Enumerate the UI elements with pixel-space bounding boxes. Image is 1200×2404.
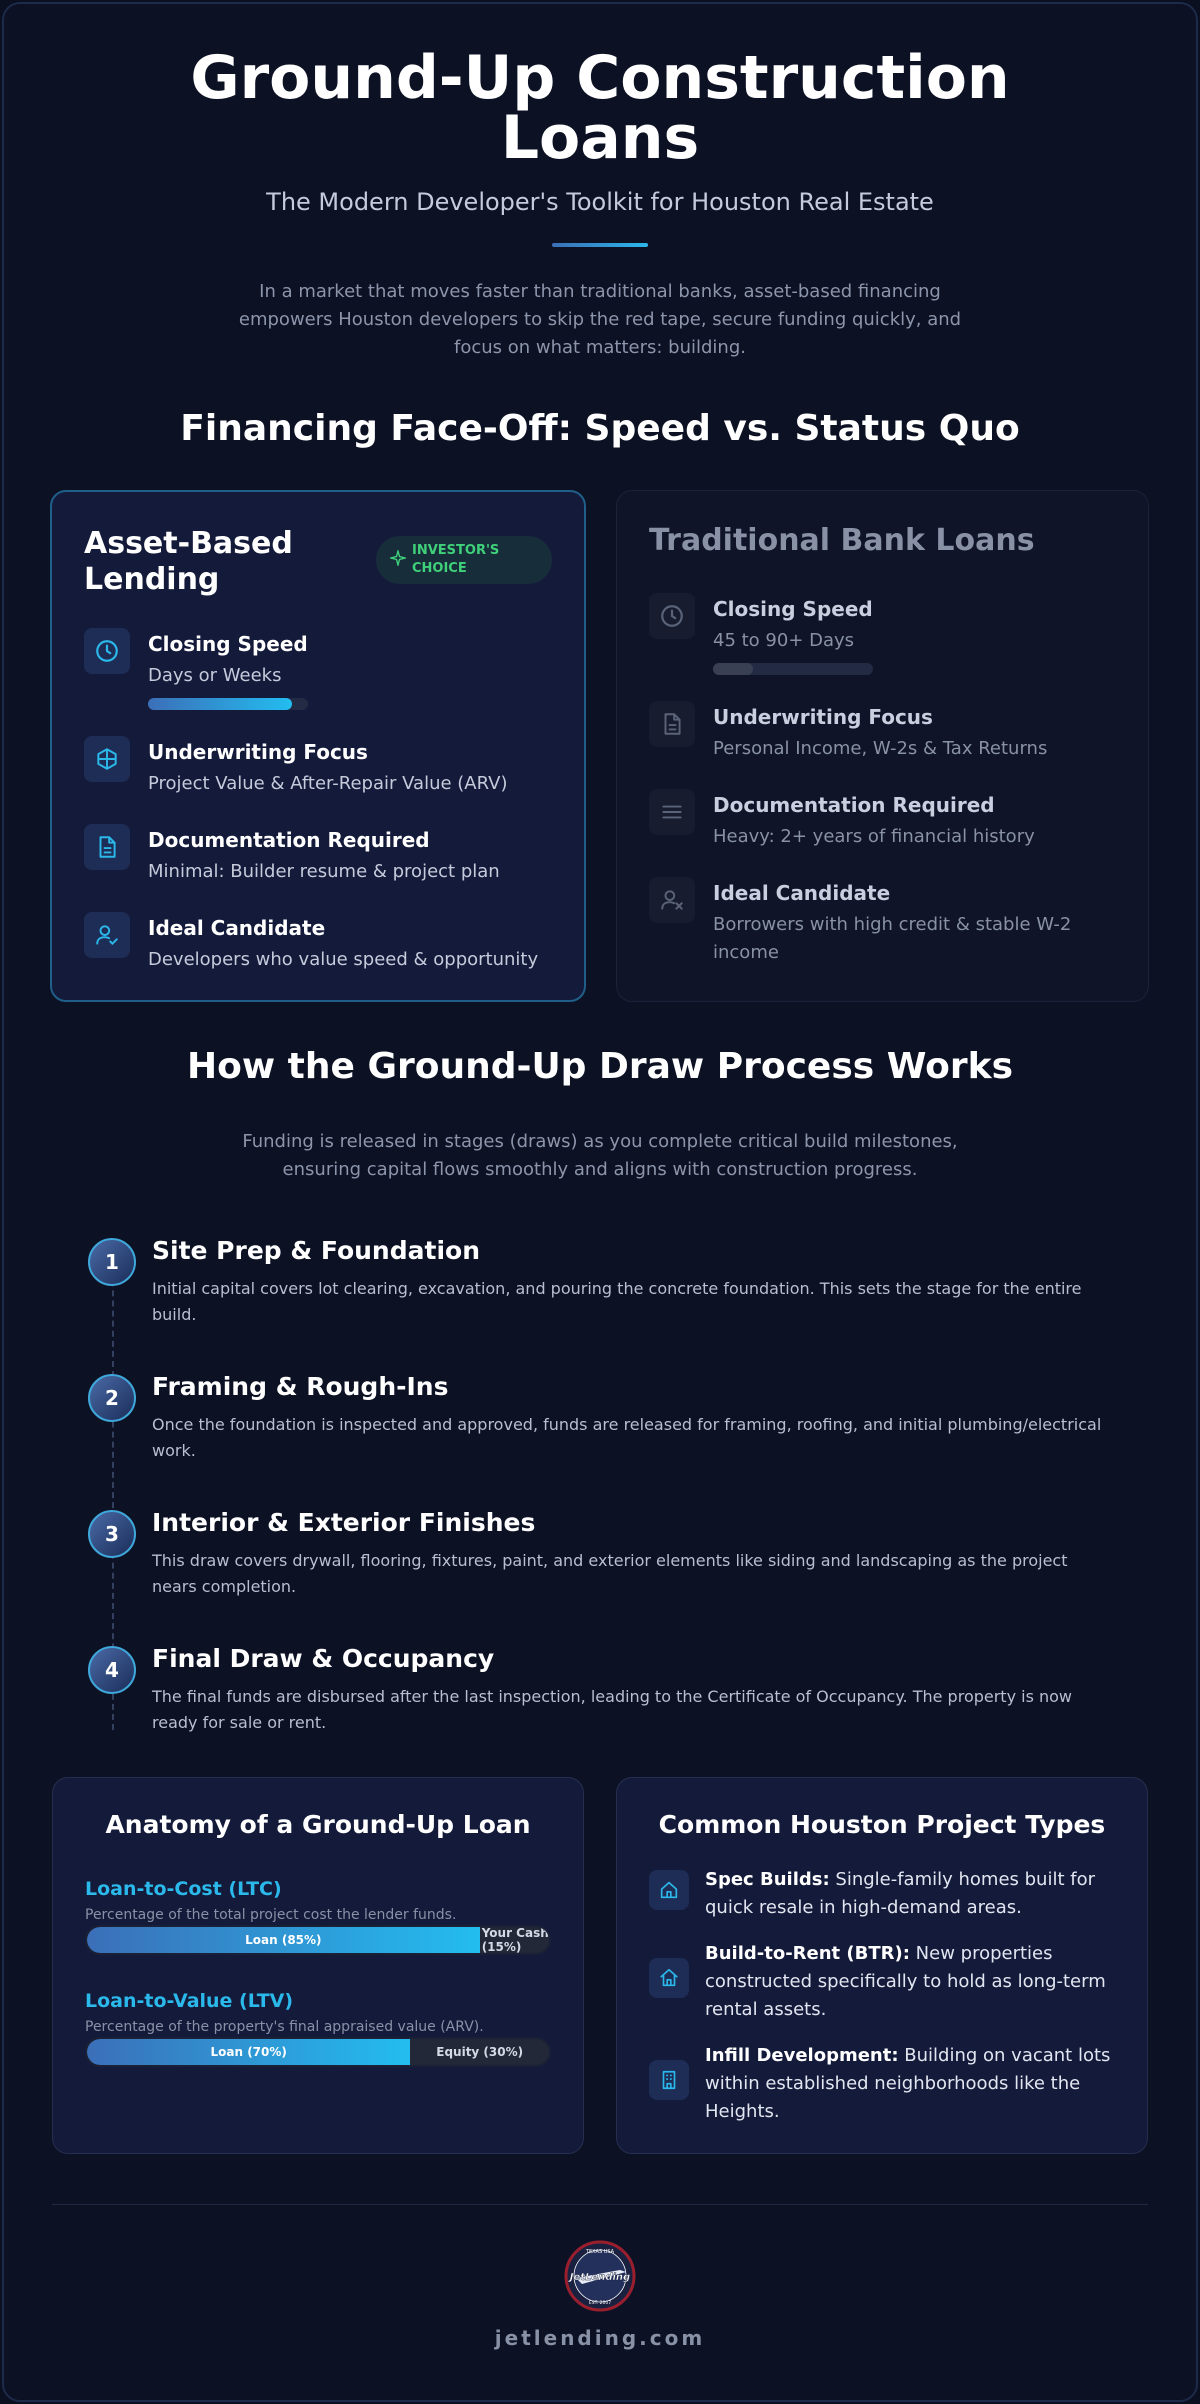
document-icon [649, 701, 695, 747]
feature-desc: Days or Weeks [148, 665, 282, 686]
speed-bar [148, 698, 308, 710]
intro-text: In a market that moves faster than traditional banks, asset-based financing empowers Houston developers to skip the red tape, secure funding quickly, and focus on what matters: building. [238, 281, 962, 358]
investors-choice-badge: INVESTOR'S CHOICE [376, 536, 552, 584]
svg-text:EST. 2007: EST. 2007 [588, 2301, 612, 2306]
svg-text:JetLending: JetLending [569, 2272, 631, 2283]
jetlending-logo [560, 2238, 640, 2314]
ltc-desc: Percentage of the total project cost the lender funds. [85, 1907, 457, 1923]
feature-title: Documentation Required [148, 828, 430, 852]
feature-title: Underwriting Focus [148, 740, 368, 764]
feature-title: Ideal Candidate [713, 881, 891, 905]
asset-based-title: Asset-Based Lending [84, 526, 293, 597]
feature-title: Closing Speed [713, 597, 873, 621]
svg-text:TEXAS USA: TEXAS USA [585, 2249, 615, 2255]
step-desc: The final funds are disbursed after the last inspection, leading to the Certificate of Occupancy. The property is now ready for sale or rent. [152, 1687, 1073, 1732]
asset-based-card [50, 490, 586, 1002]
feature-title: Underwriting Focus [713, 705, 933, 729]
bank-loans-card [616, 490, 1149, 1002]
ltv-loan-segment: Loan (70%) [87, 2039, 410, 2065]
faceoff-heading: Financing Face-Off: Speed vs. Status Quo [180, 408, 1020, 449]
feature-desc: Developers who value speed & opportunity [148, 949, 539, 970]
ltv-bar [85, 2037, 551, 2067]
building-icon [649, 2060, 689, 2100]
feature-title: Ideal Candidate [148, 916, 326, 940]
ltc-cash-segment: Your Cash (15%) [481, 1926, 549, 1954]
project-types-title: Common Houston Project Types [658, 1810, 1106, 1839]
user-x-icon [649, 877, 695, 923]
sparkle-icon [390, 550, 406, 566]
feature-desc: Personal Income, W-2s & Tax Returns [713, 738, 1048, 759]
step-desc: Initial capital covers lot clearing, excavation, and pouring the concrete foundation. This sets the stage for the entire build. [152, 1279, 1082, 1324]
document-icon [84, 824, 130, 870]
speed-bar-fill [713, 663, 753, 675]
feature-desc: Heavy: 2+ years of financial history [713, 826, 1035, 847]
house-rent-icon [649, 1958, 689, 1998]
ltc-title: Loan-to-Cost (LTC) [85, 1878, 282, 1900]
menu-lines-icon [649, 789, 695, 835]
clock-icon [84, 628, 130, 674]
step-title: Interior & Exterior Finishes [152, 1508, 536, 1537]
ltc-bar [85, 1925, 551, 1955]
step-number: 4 [88, 1646, 136, 1694]
speed-bar [713, 663, 873, 675]
project-type-text: Infill Development: Building on vacant lots within established neighborhoods like the Heights. [705, 2045, 1111, 2122]
step-title: Final Draw & Occupancy [152, 1644, 495, 1673]
feature-desc: Borrowers with high credit & stable W-2 income [713, 914, 1072, 963]
project-types-card [616, 1777, 1148, 2154]
ltv-title: Loan-to-Value (LTV) [85, 1990, 294, 2012]
project-type-text: Spec Builds: Single-family homes built for quick resale in high-demand areas. [705, 1869, 1095, 1918]
step-number: 2 [88, 1374, 136, 1422]
step-title: Site Prep & Foundation [152, 1236, 480, 1265]
step-desc: This draw covers drywall, flooring, fixtures, paint, and exterior elements like siding and landscaping as the project nears completion. [152, 1551, 1068, 1596]
speed-bar-fill [148, 698, 292, 710]
loan-anatomy-title: Anatomy of a Ground-Up Loan [105, 1810, 531, 1839]
title-divider [552, 243, 648, 247]
project-type-text: Build-to-Rent (BTR): New properties constructed specifically to hold as long-term rental assets. [705, 1943, 1106, 2020]
step-number: 1 [88, 1238, 136, 1286]
footer-divider [52, 2204, 1148, 2205]
step-desc: Once the foundation is inspected and approved, funds are released for framing, roofing, and initial plumbing/electrical work. [152, 1415, 1102, 1460]
clock-icon [649, 593, 695, 639]
website-link[interactable]: jetlending.com [494, 2326, 706, 2350]
ltv-desc: Percentage of the property's final appraised value (ARV). [85, 2019, 484, 2035]
ltv-equity-segment: Equity (30%) [436, 2045, 524, 2059]
feature-title: Closing Speed [148, 632, 308, 656]
step-number: 3 [88, 1510, 136, 1558]
draw-process-heading: How the Ground-Up Draw Process Works [187, 1046, 1013, 1087]
ltc-loan-segment: Loan (85%) [87, 1927, 480, 1953]
bank-loans-title: Traditional Bank Loans [649, 523, 1035, 558]
cube-icon [84, 736, 130, 782]
step-title: Framing & Rough-Ins [152, 1372, 449, 1401]
feature-desc: Minimal: Builder resume & project plan [148, 861, 500, 882]
draw-process-intro: Funding is released in stages (draws) as you complete critical build milestones, ensuring capital flows smoothly and aligns with construction progress. [242, 1131, 958, 1180]
loan-anatomy-card [52, 1777, 584, 2154]
user-check-icon [84, 912, 130, 958]
feature-desc: 45 to 90+ Days [713, 630, 855, 651]
feature-title: Documentation Required [713, 793, 995, 817]
page-title: Ground-Up Construction Loans [190, 43, 1010, 173]
house-icon [649, 1870, 689, 1910]
page-subtitle: The Modern Developer's Toolkit for Houston Real Estate [266, 188, 934, 216]
feature-desc: Project Value & After-Repair Value (ARV) [148, 773, 508, 794]
